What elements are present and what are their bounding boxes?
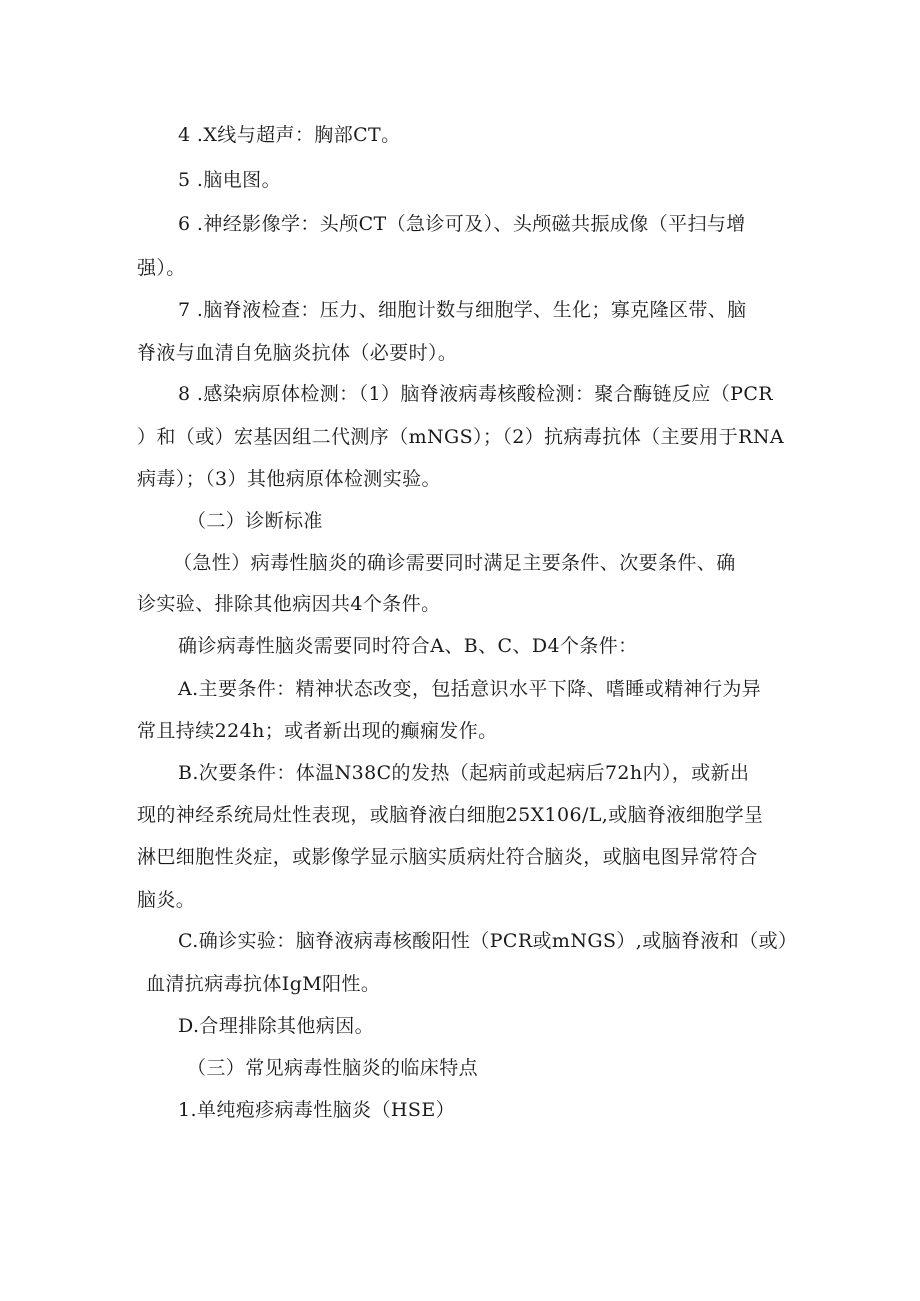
item-8-pathogen: 8 .感染病原体检测：（1）脑脊液病毒核酸检测：聚合酶链反应（PCR xyxy=(178,383,773,405)
para-diagnosis-intro: （急性）病毒性脑炎的确诊需要同时满足主要条件、次要条件、确 xyxy=(173,552,736,574)
subheading-hse: 1.单纯疱疹病毒性脑炎（HSE） xyxy=(178,1099,455,1121)
item-6-neuroimaging-cont: 强）。 xyxy=(137,257,186,279)
item-4-xray: 4 .X线与超声：胸部CT。 xyxy=(178,124,401,146)
condition-b-cont-1: 现的神经系统局灶性表现，或脑脊液白细胞25X106/L,或脑脊液细胞学呈 xyxy=(137,804,764,826)
item-7-csf: 7 .脑脊液检查：压力、细胞计数与细胞学、生化；寡克隆区带、脑 xyxy=(178,299,747,321)
item-7-csf-cont: 脊液与血清自免脑炎抗体（必要时）。 xyxy=(137,342,458,364)
condition-b-cont-3: 脑炎。 xyxy=(137,889,196,911)
condition-b-cont-2: 淋巴细胞性炎症，或影像学显示脑实质病灶符合脑炎，或脑电图异常符合 xyxy=(137,846,758,868)
item-8-pathogen-cont-2: 病毒）；（3）其他病原体检测实验。 xyxy=(137,468,441,490)
section-heading-clinical: （三）常见病毒性脑炎的临床特点 xyxy=(187,1057,479,1079)
para-four-conditions: 确诊病毒性脑炎需要同时符合A、B、C、D4个条件： xyxy=(178,635,638,657)
item-8-pathogen-cont-1: ）和（或）宏基因组二代测序（mNGS）；（2）抗病毒抗体（主要用于RNA xyxy=(137,426,784,448)
condition-c-cont: 血清抗病毒抗体IgM阳性。 xyxy=(146,973,381,995)
condition-b: B.次要条件：体温N38C的发热（起病前或起病后72h内），或新出 xyxy=(178,762,750,784)
item-6-neuroimaging: 6 .神经影像学：头颅CT（急诊可及）、头颅磁共振成像（平扫与增 xyxy=(178,213,746,235)
para-diagnosis-intro-cont: 诊实验、排除其他病因共4个条件。 xyxy=(137,593,441,615)
condition-d: D.合理排除其他病因。 xyxy=(178,1015,374,1037)
condition-a: A.主要条件：精神状态改变，包括意识水平下降、嗜睡或精神行为异 xyxy=(178,678,762,700)
condition-a-cont: 常且持续224h；或者新出现的癫痫发作。 xyxy=(137,720,498,742)
item-5-eeg: 5 .脑电图。 xyxy=(178,169,281,191)
condition-c: C.确诊实验：脑脊液病毒核酸阳性（PCR或mNGS）,或脑脊液和（或） xyxy=(178,930,798,952)
section-heading-diagnosis: （二）诊断标准 xyxy=(187,510,323,532)
